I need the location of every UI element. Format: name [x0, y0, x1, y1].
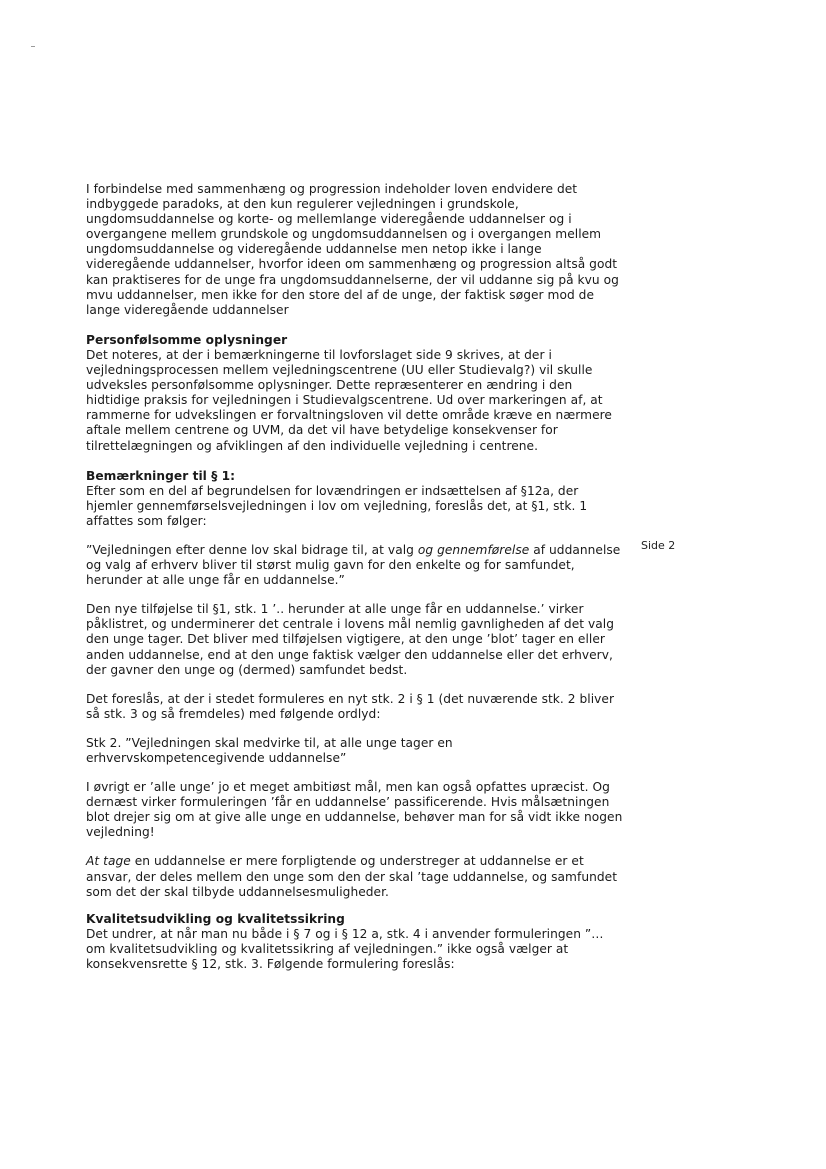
scan-speck [31, 46, 35, 47]
paragraph-intro: I forbindelse med sammenhæng og progression indeholder loven endvidere det indbyggede paradoks, at den kun regulerer vejledningen i grundskole, ungdomsuddannelse og korte- og mellemlange videregående uddannelser og i overgangene mellem grundskole og ungdomsuddannelsen og i overgangen mellem ungdomsuddannelse og videregående uddannelse men netop ikke i lange videregående uddannelser, hvorfor ideen om sammenhæng og progression altså godt kan praktiseres for de unge fra ungdomsuddannelserne, der vil uddanne sig på kvu og mvu uddannelser, men ikke for den store del af de unge, der faktisk søger mod de lange videregående uddannelser [86, 182, 619, 317]
paragraph-forslag-stk2: Det foreslås, at der i stedet formuleres en nyt stk. 2 i § 1 (det nuværende stk. 2 bliver så stk. 3 og så fremdeles) med følgende ordlyd: [86, 691, 615, 721]
at-tage-rest: en uddannelse er mere forpligtende og understreger at uddannelse er et ansvar, der deles mellem den unge som den der skal ’tage uddannelse, og samfundet som det der skal tilbyde uddannelsesmuligheder. [86, 854, 618, 899]
paragraph-stk2-ordlyd: Stk 2. ”Vejledningen skal medvirke til, at alle unge tager en erhvervskompetencegivende uddannelse” [86, 735, 453, 765]
heading-kvalitetsudvikling: Kvalitetsudvikling og kvalitetssikring [86, 911, 345, 926]
quote-paragraph [86, 543, 626, 588]
quote-italic-text: og gennemførelse [417, 542, 530, 557]
heading-personfolsomme: Personfølsomme oplysninger [86, 332, 288, 347]
quote-text-end: af uddannelse og valg af erhverv bliver til størst mulig gavn for den enkelte og for samfundet, herunder at alle unge får en uddannelse.” [86, 542, 621, 588]
paragraph-ny-tilfoejelse: Den nye tilføjelse til §1, stk. 1 ’.. herunder at alle unge får en uddannelse.’ virker påklistret, og underminerer det centrale i lovens mål nemlig gavnligheden af det valg den unge tager. Det bliver med tilføjelsen vigtigere, at den unge ’blot’ tager en eller anden uddannelse, end at den unge faktisk vælger den uddannelse eller det erhverv, der gavner den unge og (dermed) samfundet bedst. [86, 602, 615, 677]
paragraph-alle-unge: I øvrigt er ’alle unge’ jo et meget ambitiøst mål, men kan også opfattes upræcist. Og dernæst virker formuleringen ’får en uddannelse’ passificerende. Hvis målsætningen blot drejer sig om at give alle unge en uddannelse, behøver man for så vidt ikke nogen vejledning! [86, 780, 623, 840]
paragraph-bemaerkninger: Efter som en del af begrundelsen for lovændringen er indsættelsen af §12a, der hjemler gennemførselsvejledningen i lov om vejledning, foreslås det, at §1, stk. 1 affattes som følger: [86, 483, 588, 528]
paragraph-personfolsomme: Det noteres, at der i bemærkningerne til lovforslaget side 9 skrives, at der i vejledningsprocessen mellem vejledningscentrene (UU eller Studievalg?) vil skulle udveksles personfølsomme oplysninger. Dette repræsenterer en ændring i den hidtidige praksis for vejledningen i Studievalgscentrene. Ud over markeringen af, at rammerne for udvekslingen er forvaltningsloven vil dette område kræve en nærmere aftale mellem centrene og UVM, da det vil have betydelige konsekvenser for tilrettelægningen og afviklingen af den individuelle vejledning i centrene. [86, 347, 612, 453]
at-tage-italic: At tage [86, 854, 131, 869]
paragraph-kvalitetsudvikling: Det undrer, at når man nu både i § 7 og i § 12 a, stk. 4 i anvender formuleringen ”… om kvalitetsudvikling og kvalitetssikring af vejledningen.” ikke også vælger at konsekvensrette § 12, stk. 3. Følgende formulering foreslås: [86, 926, 604, 972]
paragraph-at-tage [86, 854, 626, 899]
page-number-label: Side 2 [641, 539, 676, 552]
heading-bemaerkninger: Bemærkninger til § 1: [86, 468, 236, 483]
quote-text-start: ”Vejledningen efter denne lov skal bidrage til, at valg [86, 542, 418, 557]
document-body [86, 182, 626, 972]
